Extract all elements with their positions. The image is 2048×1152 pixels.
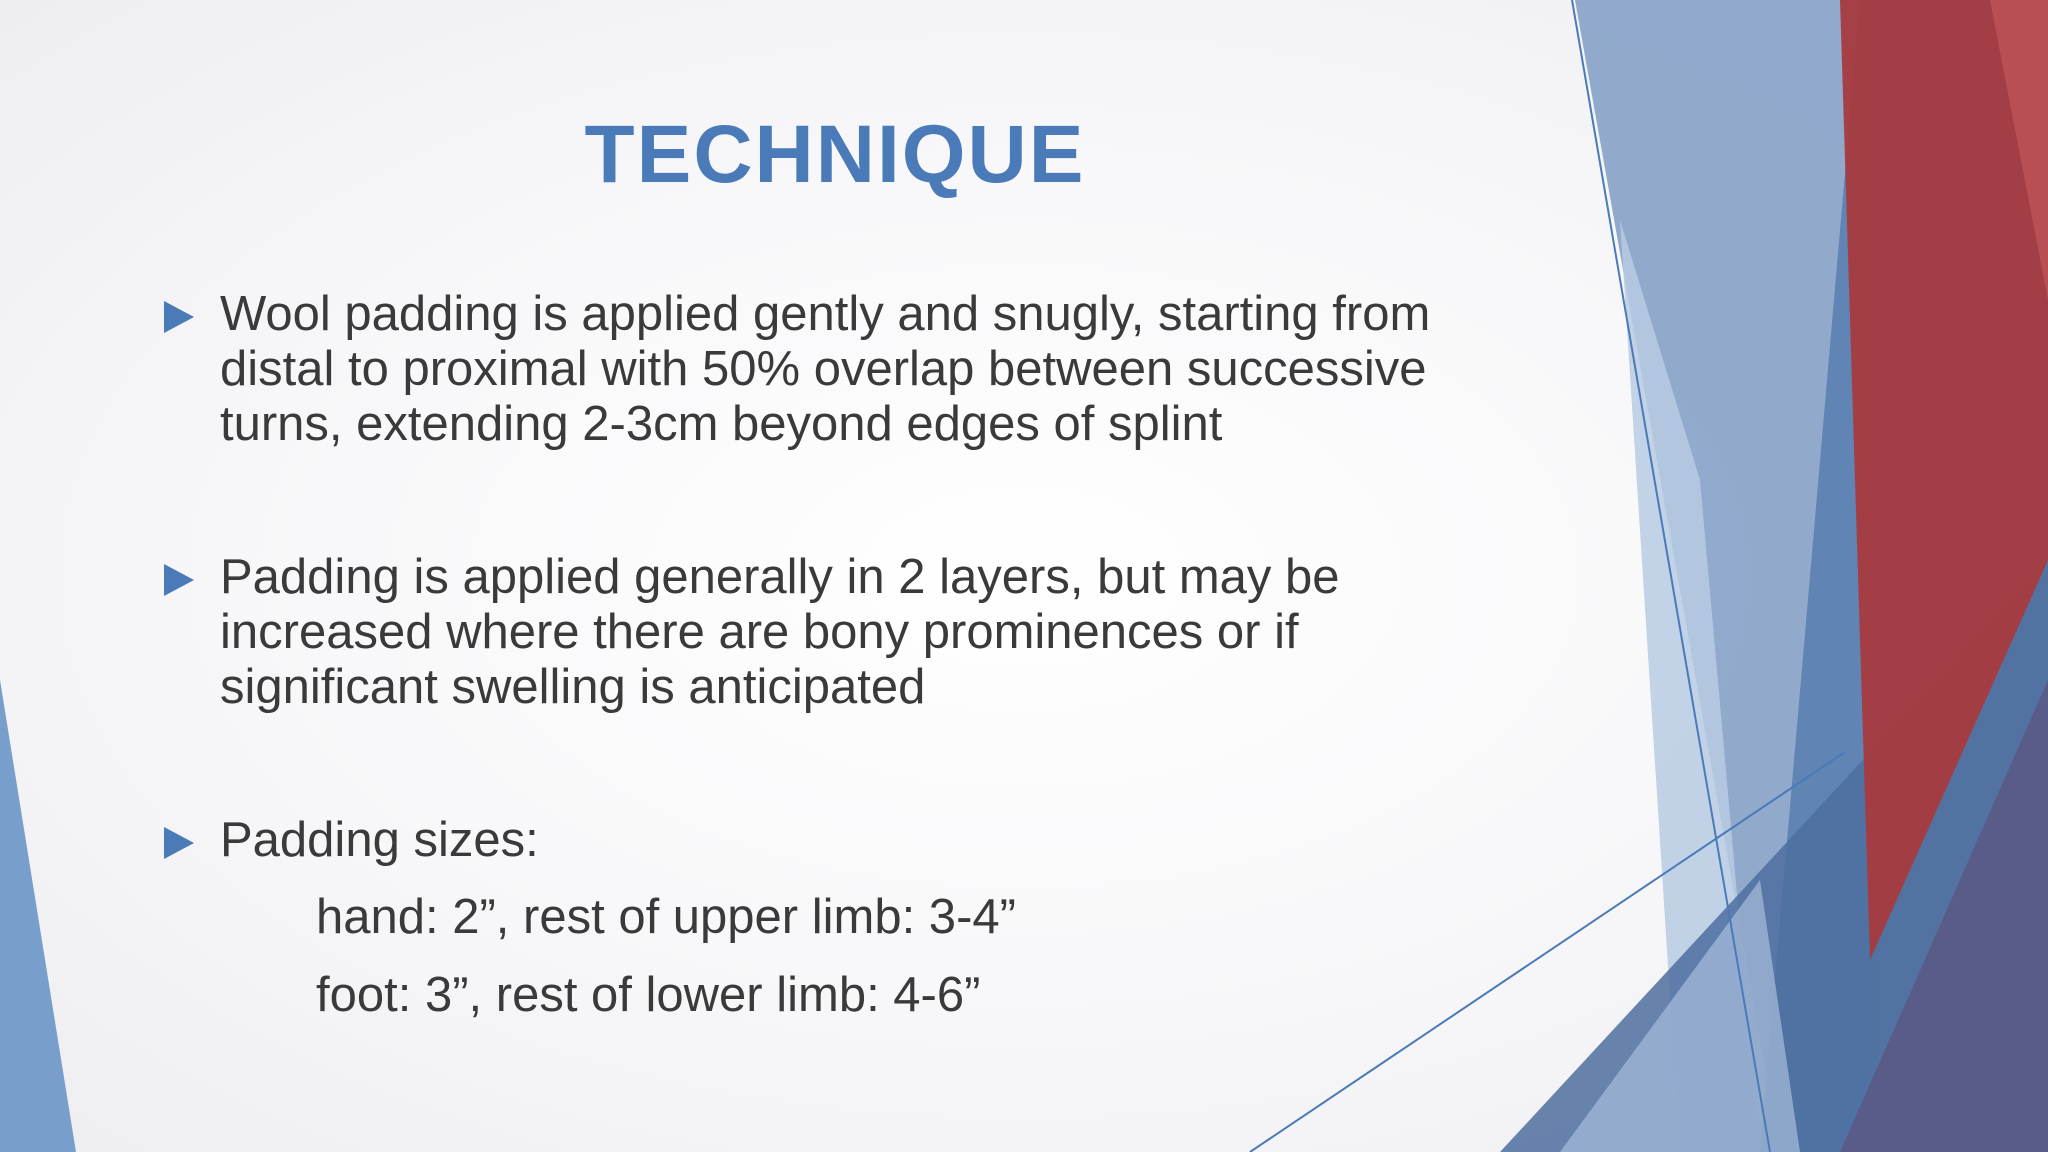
bullet-text: Padding sizes:: [220, 813, 539, 867]
bullet-item: [164, 813, 1544, 868]
bullet-arrow-icon: [164, 564, 194, 596]
bullet-arrow-icon: [164, 301, 194, 333]
bullet-arrow-icon: [164, 827, 194, 859]
bullet-item: [164, 287, 1544, 452]
sub-item-lower-limb: foot: 3”, rest of lower limb: 4-6”: [316, 968, 981, 1022]
bullet-text: Wool padding is applied gently and snugly, starting from distal to proximal with 50% overlap between successive turns, extending 2-3cm beyond edges of splint: [220, 287, 1431, 451]
sub-item-upper-limb: hand: 2”, rest of upper limb: 3-4”: [316, 890, 1016, 944]
left-edge-shape: [0, 680, 76, 1152]
bullet-item: [164, 550, 1544, 715]
bullet-text: Padding is applied generally in 2 layers, but may be increased where there are bony prominences or if significant swelling is anticipated: [220, 550, 1340, 714]
slide-title: TECHNIQUE: [584, 109, 1086, 200]
